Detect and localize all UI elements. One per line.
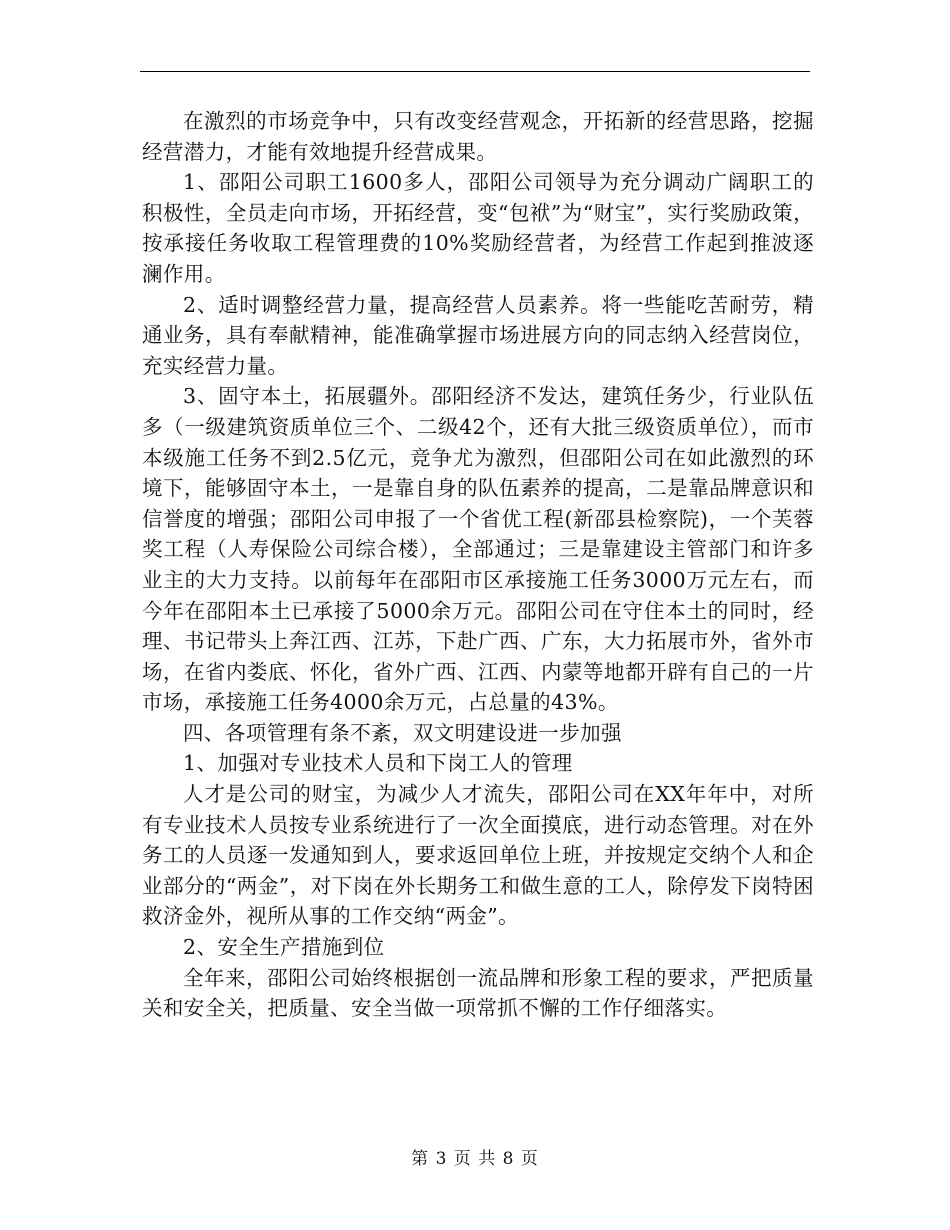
document-body — [142, 106, 814, 1024]
section-heading-4: 四、各项管理有条不紊，双文明建设进一步加强 — [183, 720, 622, 745]
subheading-safety: 2、安全生产措施到位 — [183, 935, 385, 960]
subheading-staff-management: 1、加强对专业技术人员和下岗工人的管理 — [183, 751, 573, 776]
paragraph-item-3: 3、固守本土，拓展疆外。邵阳经济不发达，建筑任务少，行业队伍多（一级建筑资质单位三个、二级42个，还有大批三级资质单位），而市本级施工任务不到2.5亿元，竞争尤为激烈，但邵阳公司在如此激烈的环境下，能够固守本土，一是靠自身的队伍素养的提高，二是靠品牌意识和信誉度的增强；邵阳公司申报了一个省优工程(新邵县检察院)，一个芙蓉奖工程（人寿保险公司综合楼），全部通过；三是靠建设主管部门和许多业主的大力支持。以前每年在邵阳市区承接施工任务3000万元左右，而今年在邵阳本土已承接了5000余万元。邵阳公司在守住本土的同时，经理、书记带头上奔江西、江苏，下赴广西、广东，大力拓展市外，省外市场，在省内娄底、怀化，省外广西、江西、内蒙等地都开辟有自己的一片市场，承接施工任务4000余万元，占总量的43%。 — [142, 384, 814, 715]
page-footer: 第 3 页 共 8 页 — [411, 1149, 539, 1169]
paragraph-intro: 在激烈的市场竞争中，只有改变经营观念，开拓新的经营思路，挖掘经营潜力，才能有效地提升经营成果。 — [142, 109, 814, 164]
paragraph-item-2: 2、适时调整经营力量，提高经营人员素养。将一些能吃苦耐劳，精通业务，具有奉献精神，能准确掌握市场进展方向的同志纳入经营岗位，充实经营力量。 — [142, 292, 814, 378]
paragraph-item-1: 1、邵阳公司职工1600多人，邵阳公司领导为充分调动广阔职工的积极性，全员走向市场，开拓经营，变“包袱”为“财宝”，实行奖励政策，按承接任务收取工程管理费的10%奖励经营者，为经营工作起到推波逐澜作用。 — [142, 170, 814, 286]
paragraph-safety: 全年来，邵阳公司始终根据创一流品牌和形象工程的要求，严把质量关和安全关，把质量、安全当做一项常抓不懈的工作仔细落实。 — [142, 965, 814, 1021]
paragraph-staff-management: 人才是公司的财宝，为减少人才流失，邵阳公司在XX年年中，对所有专业技术人员按专业系统进行了一次全面摸底，进行动态管理。对在外务工的人员逐一发通知到人，要求返回单位上班，并按规定交纳个人和企业部分的“两金”，对下岗在外长期务工和做生意的工人，除停发下岗特困救济金外，视所从事的工作交纳“两金”。 — [142, 782, 814, 929]
header-divider — [140, 71, 810, 72]
